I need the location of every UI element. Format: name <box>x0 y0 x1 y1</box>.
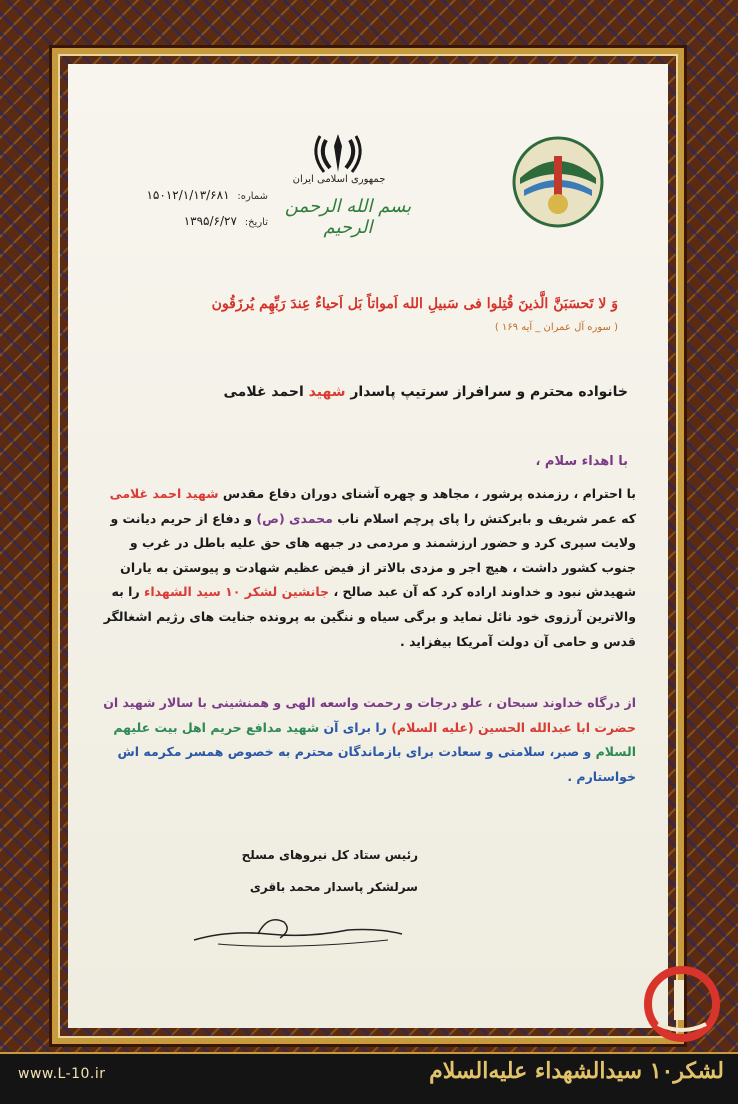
letter-date-label: تاریخ: <box>244 217 268 228</box>
certificate-paper <box>68 64 668 1028</box>
prayer-text-1: از درگاه خداوند سبحان ، علو درجات و رحمت واسعه الهی و همنشینی با سالار شهید ان <box>103 695 636 710</box>
body-text-2: که عمر شریف و بابرکتش را پای پرچم اسلام ناب <box>337 510 636 526</box>
body-text-1: با احترام ، رزمنده پرشور ، مجاهد و چهره آشنای دوران دفاع مقدس <box>222 486 636 501</box>
letter-date-value: ۱۳۹۵/۶/۲۷ <box>183 214 237 228</box>
signer-title: رئیس ستاد کل نیروهای مسلح <box>241 848 418 862</box>
martyr-word: شهید <box>308 384 346 400</box>
condolence-body <box>100 482 636 654</box>
body-text-3: و دفاع از حریم دیانت و ولایت سپری کرد و حضور ارزشمند و مردمی در جبهه های حق علیه باطل در غرب و جنوب کشور داشت ، هیچ اجر و مزدی بالاتر از فیض عظیم شهادت و پیوستن به یاران شهیدش نبود و خداوند اراده کرد که آن عبد صالح ، <box>110 510 636 600</box>
prayer-imam-name: حضرت ابا عبدالله الحسین (علیه السلام) <box>391 719 636 735</box>
salutation-line <box>108 384 628 400</box>
letter-number <box>108 188 268 202</box>
republic-label: جمهوری اسلامی ایران <box>292 174 386 185</box>
body-division-role: جانشین لشکر ۱۰ سید الشهداء <box>144 584 330 600</box>
prayer-defender-phrase: شهید مدافع حریم اهل بیت علیهم السلام <box>113 719 636 760</box>
quran-verse: وَ لا تَحسَبَنَّ الَّذینَ قُتِلوا فی سَبیلِ الله اَمواتاً بَل اَحیاءٌ عِندَ رَبِّهِم یُرزَقُون <box>211 296 618 312</box>
basmala: بسم الله الرحمن الرحیم <box>284 196 412 238</box>
l10-brand-logo-icon <box>628 960 728 1050</box>
salutation-prefix: خانواده محترم و سرافراز سرتیپ پاسدار <box>350 384 628 400</box>
body-prophet-name: محمدی (ص) <box>256 510 333 526</box>
prayer-paragraph <box>100 691 636 789</box>
armed-forces-emblem-icon <box>510 134 606 230</box>
handwritten-signature-icon <box>188 900 408 960</box>
prayer-text-2: را برای آن <box>323 719 387 735</box>
body-text-4: را به والاترین آرزوی خود نائل نماید و برگی سیاه و ننگین به پرونده جنایت های رژیم اشغالگر قدس و حامی آن دولت آمریکا بیفزاید . <box>103 584 636 649</box>
prayer-text-3: و صبر، سلامتی و سعادت برای بازماندگان محترم به خصوص همسر مکرمه اش خواستارم . <box>117 744 636 784</box>
footer-website-link[interactable]: www.L-10.ir <box>18 1066 106 1082</box>
body-martyr-name: شهید احمد غلامی <box>109 486 219 501</box>
martyr-name: احمد غلامی <box>223 384 304 400</box>
iran-emblem-icon <box>308 132 368 176</box>
signer-name: سرلشکر پاسدار محمد باقری <box>249 880 418 894</box>
greeting: با اهداء سلام ، <box>535 454 628 469</box>
footer-brand-name: لشکر۱۰ سیدالشهداء علیه‌السلام <box>429 1058 724 1084</box>
letter-number-value: ۱۵۰۱۲/۱/۱۳/۶۸۱ <box>146 188 230 202</box>
letter-date <box>108 214 268 228</box>
verse-reference: ( سوره آل عمران _ آیه ۱۶۹ ) <box>494 322 618 333</box>
letter-number-label: شماره: <box>237 191 268 202</box>
